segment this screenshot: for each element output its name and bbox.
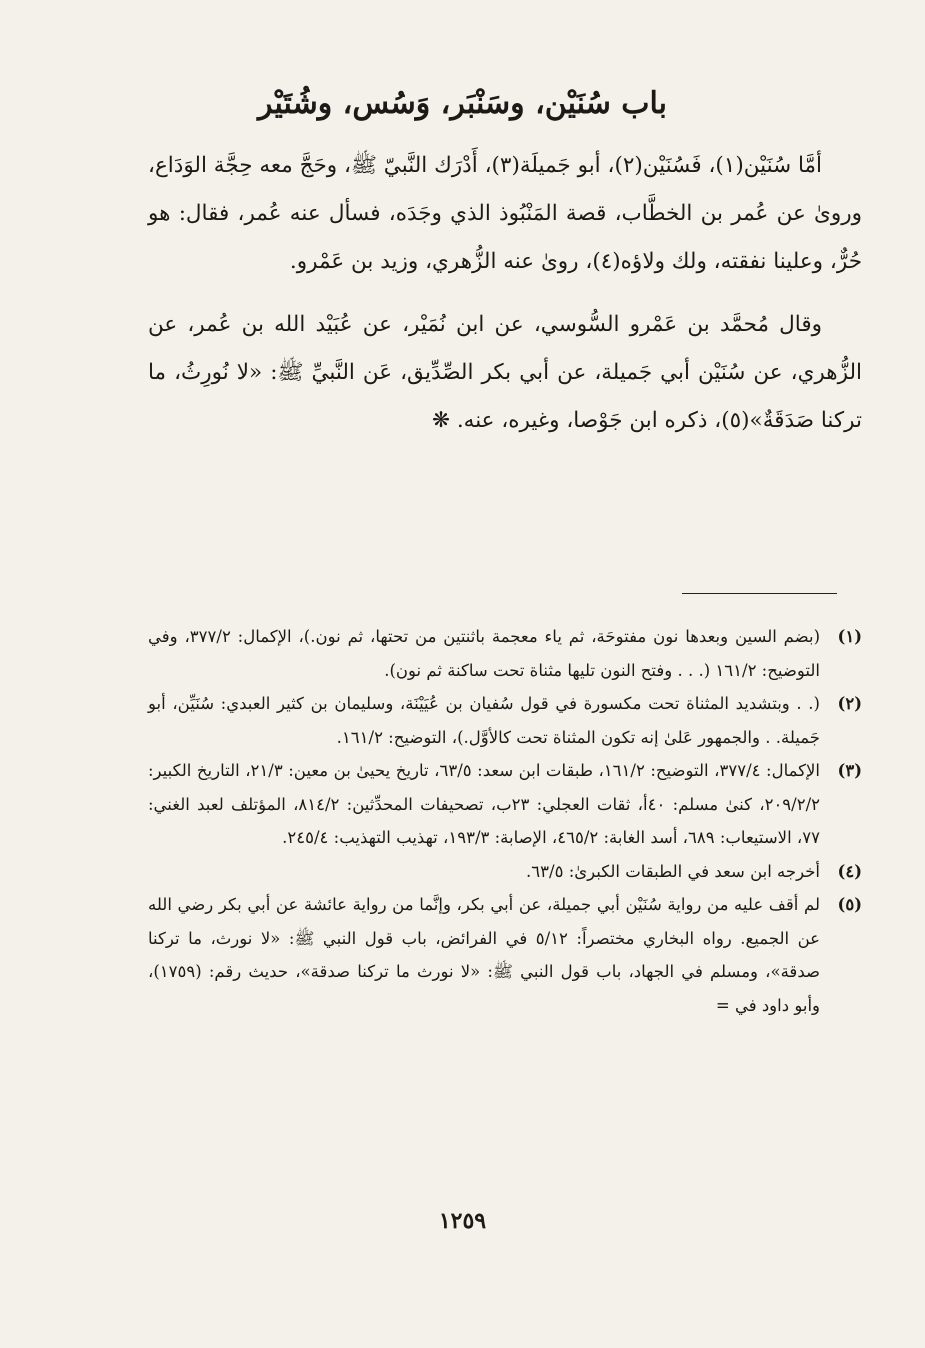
chapter-title: باب سُنَيْن، وسَنْبَر، وَسُس، وشُتَيْر [257, 86, 668, 121]
footnote-number: (٤) [837, 861, 862, 881]
footnote [148, 855, 862, 889]
footnote-text: أخرجه ابن سعد في الطبقات الكبرىٰ: ٦٣/٥. [526, 861, 820, 881]
footnote-number: (٣) [837, 761, 862, 780]
paragraph: وقال مُحمَّد بن عَمْرو السُّوسي، عن ابن نُمَيْر، عن عُبَيْد الله بن عُمر، عن الزُّهري، عن سُنَيْن أبي جَميلة، عن أبي بكر الصِّدِّيق، عَن النَّبيِّ ﷺ: «لا نُورِثُ، ما تركنا صَدَقَةٌ»(٥)، ذكره ابن جَوْصا، وغيره، عنه. ❋ [148, 312, 862, 433]
footnote [148, 687, 862, 754]
footnote-text: (بضم السين وبعدها نون مفتوحَة، ثم ياء معجمة باثنتين من تحتها، ثم نون.)، الإكمال: ٣٧٧/٢، وفي التوضيح: ١٦١/٢ (. . . وفتح النون تليها مثناة تحت ساكنة ثم نون). [148, 627, 821, 680]
footnotes [148, 620, 862, 1022]
footnote-text: لم أقف عليه من رواية سُنَيْن أبي جميلة، عن أبي بكر، وإنَّما من رواية عائشة عن أبي بكر رضي الله عن الجميع. رواه البخاري مختصراً: ٥/١٢ في الفرائض، باب قول النبي ﷺ: «لا نورث، ما تركنا صدقة»، ومسلم في الجهاد، باب قول النبي ﷺ: «لا نورث ما تركنا صدقة»، حديث رقم: (١٧٥٩)، وأبو داود في = [148, 895, 821, 1015]
footnote-text: الإكمال: ٣٧٧/٤، التوضيح: ١٦١/٢، طبقات ابن سعد: ٦٣/٥، تاريخ يحيىٰ بن معين: ٢١/٣، التاريخ الكبير: ٢٠٩/٢/٢، كنىٰ مسلم: ٤٠أ، ثقات العجلي: ٢٣ب، تصحيفات المحدِّثين: ٨١٤/٢، المؤتلف لعبد الغني: ٧٧، الاستيعاب: ٦٨٩، أسد الغابة: ٤٦٥/٢، الإصابة: ١٩٣/٣، تهذيب التهذيب: ٢٤٥/٤. [148, 761, 821, 847]
footnote [148, 620, 862, 687]
footnote-number: (٢) [837, 694, 862, 713]
footnote-text: (. . وبتشديد المثناة تحت مكسورة في قول سُفيان بن عُيَيْنَة، وسليمان بن كثير العبدي: سُنَيِّن، أبو جَميلة. . والجمهور عَلىٰ إنه تكون المثناة تحت كالأوَّل.)، التوضيح: ١٦١/٢. [148, 694, 820, 747]
footnote-number: (١) [837, 627, 862, 646]
footnote [148, 888, 862, 1022]
page-number: ١٢٥٩ [438, 1208, 487, 1234]
footnote-number: (٥) [837, 895, 862, 914]
main-text [148, 142, 862, 460]
footnote [148, 754, 862, 855]
paragraph: أمَّا سُنَيْن(١)، فَسُنَيْن(٢)، أبو جَميلَة(٣)، أَدْرَك النَّبيّ ﷺ، وحَجَّ معه حِجَّة الوَدَاع، وروىٰ عن عُمر بن الخطَّاب، قصة المَنْبُوذ الذي وجَدَه، فسأل عنه عُمر، فقال: هو حُرٌّ، وعلينا نفقته، ولك ولاؤه(٤)، روىٰ عنه الزُّهري، وزيد بن عَمْرو. [148, 153, 862, 274]
footnote-separator [682, 593, 837, 594]
